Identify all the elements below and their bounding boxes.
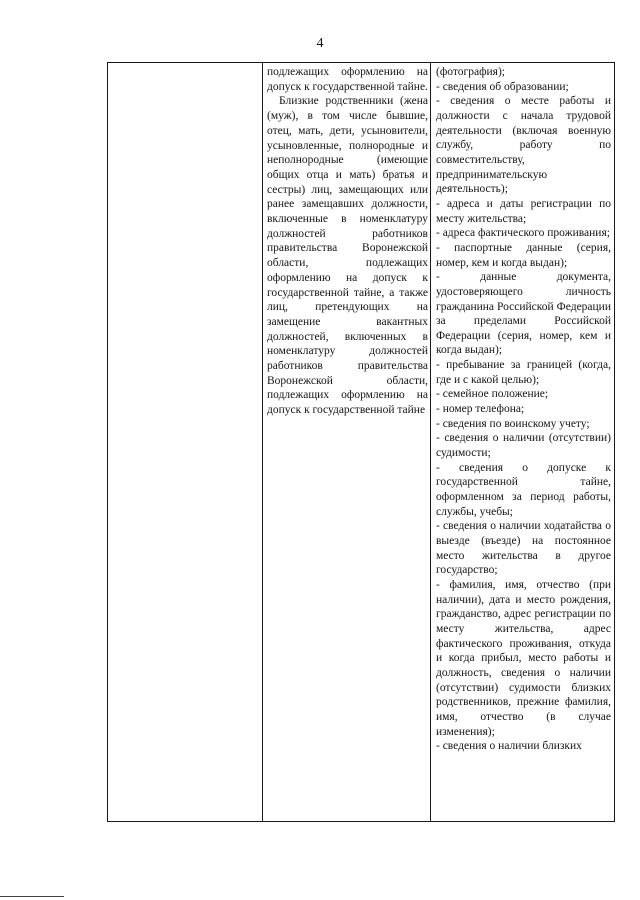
table-column-category [108, 63, 263, 821]
page-number: 4 [316, 36, 324, 51]
data-item: - номер телефона; [436, 403, 525, 416]
data-item: - паспортные данные (серия, номер, кем и когда выдан); [436, 241, 611, 269]
data-item: - фамилия, имя, отчество (при наличии), дата и место рождения, гражданство, адрес регистрации по месту жительства, адрес фактического проживания, откуда и когда прибыл, место работы и должность, сведения о наличии (отсутствии) судимости близких родственников, прежние фамилия, имя, отчество (в случае изменения); [436, 578, 611, 738]
data-item: (фотография); [436, 66, 505, 78]
data-item: - сведения о наличии близких [436, 740, 582, 753]
data-item: - сведения о наличии ходатайства о выезде (въезде) на постоянное место жительства в другое государство; [436, 520, 611, 577]
data-item: - адреса и даты регистрации по месту жительства; [436, 197, 611, 225]
table-column-personal-data [433, 63, 614, 821]
data-item: - сведения об образовании; [436, 80, 569, 93]
document-table [107, 62, 615, 822]
data-item: - сведения о наличии (отсутствии) судимости; [436, 432, 611, 460]
data-item: - сведения о допуске к государственной тайне, оформленном за период работы, службы, учебы; [436, 461, 611, 518]
footer-rule [0, 896, 64, 897]
data-item: - данные документа, удостоверяющего личность гражданина Российской Федерации за пределами Российской Федерации (серия, номер, кем и когда выдан); [436, 271, 611, 357]
data-item: - адреса фактического проживания; [436, 227, 610, 240]
subjects-paragraph-continuation: подлежащих оформлению на допуск к государственной тайне. [267, 66, 428, 93]
subjects-paragraph-close-relatives: Близкие родственники (жена (муж), в том числе бывшие, отец, мать, дети, усыновители, усыновленные, полнородные и неполнородные (имеющие общих отца и мать) братья и сестры) лиц, замещающих или ранее замещавших должности, включенные в номенклатуру должностей работников правительства Воронежской области, подлежащих оформлению на допуск к государственной тайне, а также лиц, претендующих на замещение вакантных должностей, включенных в номенклатуру должностей работников правительства Воронежской области, подлежащих оформлению на допуск к государственной тайне [267, 95, 428, 417]
data-item: - сведения о месте работы и должности с начала трудовой деятельности (включая военную службу, работу по совместительству, предпринимательскую деятельность); [436, 95, 611, 196]
data-item: - семейное положение; [436, 388, 549, 401]
table-column-subjects [265, 63, 431, 821]
data-item: - сведения по воинскому учету; [436, 417, 590, 430]
data-item: - пребывание за границей (когда, где и с какой целью); [436, 359, 611, 386]
